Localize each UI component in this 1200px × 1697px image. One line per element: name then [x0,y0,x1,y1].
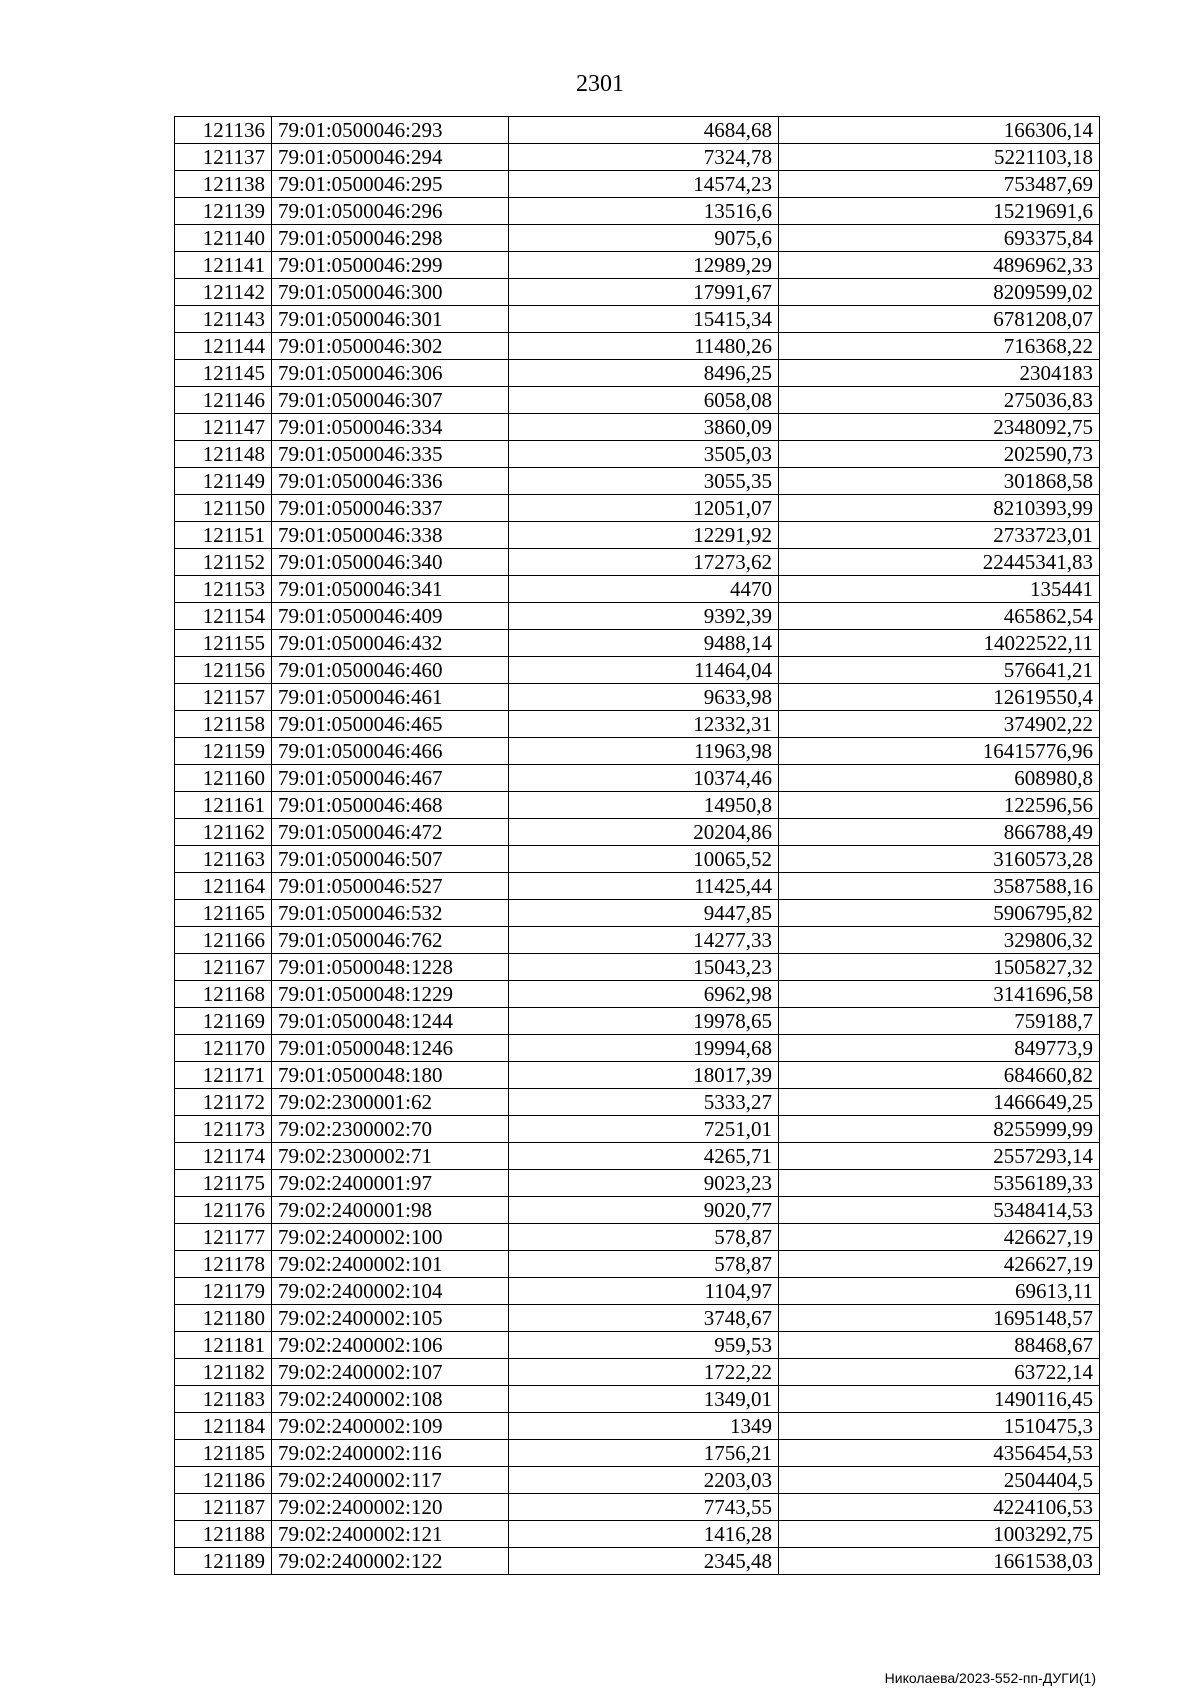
row-number-cell: 121144 [175,333,272,360]
table-row [175,576,1100,603]
cadastral-value-cell: 12619550,4 [779,684,1100,711]
table-row [175,441,1100,468]
table-row [175,1548,1100,1575]
area-cell: 12051,07 [509,495,779,522]
cadastral-value-cell: 684660,82 [779,1062,1100,1089]
row-number-cell: 121167 [175,954,272,981]
table-row [175,1494,1100,1521]
cadastral-value-cell: 22445341,83 [779,549,1100,576]
area-cell: 1756,21 [509,1440,779,1467]
cadastral-number-cell: 79:01:0500046:460 [272,657,509,684]
row-number-cell: 121180 [175,1305,272,1332]
cadastral-number-cell: 79:02:2400001:97 [272,1170,509,1197]
area-cell: 17991,67 [509,279,779,306]
area-cell: 6058,08 [509,387,779,414]
area-cell: 6962,98 [509,981,779,1008]
area-cell: 2203,03 [509,1467,779,1494]
area-cell: 959,53 [509,1332,779,1359]
cadastral-value-cell: 1466649,25 [779,1089,1100,1116]
table-row [175,1116,1100,1143]
cadastral-number-cell: 79:01:0500046:432 [272,630,509,657]
area-cell: 3748,67 [509,1305,779,1332]
area-cell: 15043,23 [509,954,779,981]
row-number-cell: 121185 [175,1440,272,1467]
cadastral-value-cell: 693375,84 [779,225,1100,252]
cadastral-number-cell: 79:02:2400002:117 [272,1467,509,1494]
table-row [175,252,1100,279]
cadastral-value-cell: 4224106,53 [779,1494,1100,1521]
cadastral-number-cell: 79:02:2400002:116 [272,1440,509,1467]
row-number-cell: 121156 [175,657,272,684]
table-row [175,468,1100,495]
cadastral-number-cell: 79:02:2400002:109 [272,1413,509,1440]
row-number-cell: 121153 [175,576,272,603]
cadastral-value-cell: 465862,54 [779,603,1100,630]
row-number-cell: 121163 [175,846,272,873]
area-cell: 9020,77 [509,1197,779,1224]
cadastral-number-cell: 79:01:0500046:298 [272,225,509,252]
area-cell: 1349 [509,1413,779,1440]
area-cell: 3505,03 [509,441,779,468]
cadastral-number-cell: 79:01:0500046:306 [272,360,509,387]
cadastral-value-cell: 275036,83 [779,387,1100,414]
table-row [175,387,1100,414]
cadastral-number-cell: 79:02:2300001:62 [272,1089,509,1116]
table-row [175,549,1100,576]
cadastral-number-cell: 79:01:0500046:337 [272,495,509,522]
area-cell: 1416,28 [509,1521,779,1548]
cadastral-number-cell: 79:01:0500046:293 [272,117,509,144]
area-cell: 9633,98 [509,684,779,711]
area-cell: 1722,22 [509,1359,779,1386]
row-number-cell: 121154 [175,603,272,630]
page-number: 2301 [576,71,624,97]
cadastral-number-cell: 79:02:2400002:105 [272,1305,509,1332]
cadastral-value-cell: 166306,14 [779,117,1100,144]
cadastral-number-cell: 79:02:2400002:121 [272,1521,509,1548]
cadastral-number-cell: 79:01:0500046:299 [272,252,509,279]
cadastral-value-cell: 88468,67 [779,1332,1100,1359]
cadastral-number-cell: 79:01:0500048:1229 [272,981,509,1008]
cadastral-value-cell: 3141696,58 [779,981,1100,1008]
cadastral-number-cell: 79:02:2400002:107 [272,1359,509,1386]
table-row [175,1089,1100,1116]
cadastral-number-cell: 79:01:0500046:301 [272,306,509,333]
row-number-cell: 121165 [175,900,272,927]
row-number-cell: 121143 [175,306,272,333]
cadastral-value-cell: 16415776,96 [779,738,1100,765]
area-cell: 3055,35 [509,468,779,495]
table-row [175,927,1100,954]
table-row [175,225,1100,252]
cadastral-value-cell: 6781208,07 [779,306,1100,333]
cadastral-value-cell: 2348092,75 [779,414,1100,441]
cadastral-number-cell: 79:01:0500046:409 [272,603,509,630]
area-cell: 1349,01 [509,1386,779,1413]
cadastral-number-cell: 79:02:2400002:101 [272,1251,509,1278]
cadastral-number-cell: 79:01:0500046:461 [272,684,509,711]
table-row [175,765,1100,792]
area-cell: 14950,8 [509,792,779,819]
table-row [175,1035,1100,1062]
row-number-cell: 121168 [175,981,272,1008]
area-cell: 5333,27 [509,1089,779,1116]
cadastral-number-cell: 79:01:0500046:507 [272,846,509,873]
area-cell: 1104,97 [509,1278,779,1305]
row-number-cell: 121175 [175,1170,272,1197]
table-row [175,1467,1100,1494]
table-row [175,1278,1100,1305]
cadastral-value-cell: 301868,58 [779,468,1100,495]
table-row [175,954,1100,981]
table-row [175,1062,1100,1089]
area-cell: 4265,71 [509,1143,779,1170]
cadastral-value-cell: 8255999,99 [779,1116,1100,1143]
area-cell: 4684,68 [509,117,779,144]
table-row [175,414,1100,441]
row-number-cell: 121176 [175,1197,272,1224]
area-cell: 17273,62 [509,549,779,576]
area-cell: 11963,98 [509,738,779,765]
table-row [175,1305,1100,1332]
cadastral-value-cell: 608980,8 [779,765,1100,792]
row-number-cell: 121188 [175,1521,272,1548]
row-number-cell: 121189 [175,1548,272,1575]
table-row [175,603,1100,630]
cadastral-value-cell: 329806,32 [779,927,1100,954]
cadastral-number-cell: 79:01:0500048:1228 [272,954,509,981]
cadastral-value-cell: 14022522,11 [779,630,1100,657]
area-cell: 9488,14 [509,630,779,657]
cadastral-value-cell: 3160573,28 [779,846,1100,873]
area-cell: 19994,68 [509,1035,779,1062]
cadastral-value-cell: 1661538,03 [779,1548,1100,1575]
table-row [175,306,1100,333]
table-row [175,657,1100,684]
cadastral-value-cell: 5348414,53 [779,1197,1100,1224]
row-number-cell: 121172 [175,1089,272,1116]
cadastral-value-cell: 426627,19 [779,1251,1100,1278]
row-number-cell: 121162 [175,819,272,846]
area-cell: 7324,78 [509,144,779,171]
cadastral-number-cell: 79:01:0500046:472 [272,819,509,846]
cadastral-value-cell: 576641,21 [779,657,1100,684]
table-row [175,117,1100,144]
area-cell: 12989,29 [509,252,779,279]
cadastral-value-cell: 1003292,75 [779,1521,1100,1548]
cadastral-value-cell: 135441 [779,576,1100,603]
cadastral-number-cell: 79:01:0500046:300 [272,279,509,306]
cadastral-value-cell: 15219691,6 [779,198,1100,225]
row-number-cell: 121161 [175,792,272,819]
table-row [175,1197,1100,1224]
cadastral-number-cell: 79:01:0500046:341 [272,576,509,603]
table-row [175,846,1100,873]
table-row [175,144,1100,171]
cadastral-value-cell: 5221103,18 [779,144,1100,171]
cadastral-number-cell: 79:01:0500046:296 [272,198,509,225]
row-number-cell: 121164 [175,873,272,900]
cadastral-number-cell: 79:01:0500046:467 [272,765,509,792]
area-cell: 9447,85 [509,900,779,927]
table-row [175,981,1100,1008]
area-cell: 19978,65 [509,1008,779,1035]
cadastral-number-cell: 79:01:0500046:468 [272,792,509,819]
area-cell: 8496,25 [509,360,779,387]
row-number-cell: 121148 [175,441,272,468]
row-number-cell: 121173 [175,1116,272,1143]
area-cell: 14574,23 [509,171,779,198]
cadastral-value-cell: 5356189,33 [779,1170,1100,1197]
cadastral-value-cell: 426627,19 [779,1224,1100,1251]
area-cell: 11464,04 [509,657,779,684]
area-cell: 7251,01 [509,1116,779,1143]
row-number-cell: 121139 [175,198,272,225]
row-number-cell: 121160 [175,765,272,792]
cadastral-value-cell: 2304183 [779,360,1100,387]
row-number-cell: 121141 [175,252,272,279]
row-number-cell: 121137 [175,144,272,171]
cadastral-number-cell: 79:02:2400001:98 [272,1197,509,1224]
row-number-cell: 121142 [175,279,272,306]
cadastral-value-cell: 5906795,82 [779,900,1100,927]
row-number-cell: 121184 [175,1413,272,1440]
table-row [175,738,1100,765]
cadastral-value-cell: 374902,22 [779,711,1100,738]
area-cell: 578,87 [509,1224,779,1251]
table-row [175,522,1100,549]
cadastral-number-cell: 79:02:2400002:100 [272,1224,509,1251]
area-cell: 13516,6 [509,198,779,225]
area-cell: 12332,31 [509,711,779,738]
cadastral-value-cell: 8209599,02 [779,279,1100,306]
area-cell: 15415,34 [509,306,779,333]
row-number-cell: 121169 [175,1008,272,1035]
table-body [175,117,1100,1575]
area-cell: 20204,86 [509,819,779,846]
area-cell: 10065,52 [509,846,779,873]
row-number-cell: 121155 [175,630,272,657]
row-number-cell: 121158 [175,711,272,738]
cadastral-number-cell: 79:01:0500046:465 [272,711,509,738]
row-number-cell: 121182 [175,1359,272,1386]
area-cell: 18017,39 [509,1062,779,1089]
row-number-cell: 121170 [175,1035,272,1062]
cadastral-number-cell: 79:01:0500046:340 [272,549,509,576]
cadastral-number-cell: 79:01:0500046:302 [272,333,509,360]
cadastral-value-cell: 2504404,5 [779,1467,1100,1494]
table-row [175,711,1100,738]
area-cell: 11480,26 [509,333,779,360]
table-row [175,630,1100,657]
table-row [175,1521,1100,1548]
cadastral-number-cell: 79:01:0500046:294 [272,144,509,171]
table-row [175,1008,1100,1035]
row-number-cell: 121178 [175,1251,272,1278]
cadastral-value-cell: 849773,9 [779,1035,1100,1062]
cadastral-number-cell: 79:02:2400002:122 [272,1548,509,1575]
cadastral-number-cell: 79:01:0500046:295 [272,171,509,198]
table-row [175,792,1100,819]
row-number-cell: 121152 [175,549,272,576]
row-number-cell: 121171 [175,1062,272,1089]
cadastral-number-cell: 79:01:0500046:527 [272,873,509,900]
row-number-cell: 121181 [175,1332,272,1359]
table-row [175,1440,1100,1467]
table-row [175,1413,1100,1440]
table-row [175,1170,1100,1197]
row-number-cell: 121150 [175,495,272,522]
area-cell: 11425,44 [509,873,779,900]
cadastral-number-cell: 79:01:0500046:532 [272,900,509,927]
row-number-cell: 121145 [175,360,272,387]
cadastral-value-cell: 4896962,33 [779,252,1100,279]
area-cell: 12291,92 [509,522,779,549]
cadastral-number-cell: 79:01:0500048:1244 [272,1008,509,1035]
area-cell: 14277,33 [509,927,779,954]
table-row [175,1386,1100,1413]
cadastral-value-cell: 4356454,53 [779,1440,1100,1467]
cadastral-value-cell: 2733723,01 [779,522,1100,549]
row-number-cell: 121151 [175,522,272,549]
cadastral-number-cell: 79:01:0500046:335 [272,441,509,468]
row-number-cell: 121157 [175,684,272,711]
table-row [175,198,1100,225]
table-row [175,495,1100,522]
cadastral-value-cell: 1695148,57 [779,1305,1100,1332]
cadastral-value-cell: 3587588,16 [779,873,1100,900]
area-cell: 2345,48 [509,1548,779,1575]
cadastral-value-cell: 63722,14 [779,1359,1100,1386]
row-number-cell: 121179 [175,1278,272,1305]
table-row [175,1359,1100,1386]
table-row [175,1251,1100,1278]
cadastral-value-cell: 759188,7 [779,1008,1100,1035]
cadastral-number-cell: 79:01:0500046:334 [272,414,509,441]
cadastral-value-cell: 1490116,45 [779,1386,1100,1413]
cadastral-value-cell: 716368,22 [779,333,1100,360]
cadastral-value-cell: 8210393,99 [779,495,1100,522]
table-row [175,171,1100,198]
table-row [175,684,1100,711]
cadastral-value-cell: 1505827,32 [779,954,1100,981]
row-number-cell: 121177 [175,1224,272,1251]
cadastral-number-cell: 79:02:2400002:120 [272,1494,509,1521]
cadastral-value-cell: 69613,11 [779,1278,1100,1305]
cadastral-value-cell: 1510475,3 [779,1413,1100,1440]
cadastral-number-cell: 79:02:2400002:104 [272,1278,509,1305]
row-number-cell: 121147 [175,414,272,441]
row-number-cell: 121149 [175,468,272,495]
cadastral-number-cell: 79:01:0500048:180 [272,1062,509,1089]
table-row [175,360,1100,387]
cadastral-value-table [174,116,1100,1575]
table-row [175,333,1100,360]
table-row [175,873,1100,900]
cadastral-value-cell: 202590,73 [779,441,1100,468]
row-number-cell: 121140 [175,225,272,252]
area-cell: 9023,23 [509,1170,779,1197]
row-number-cell: 121146 [175,387,272,414]
cadastral-number-cell: 79:02:2400002:106 [272,1332,509,1359]
table-row [175,819,1100,846]
cadastral-number-cell: 79:01:0500046:307 [272,387,509,414]
cadastral-value-cell: 2557293,14 [779,1143,1100,1170]
area-cell: 9392,39 [509,603,779,630]
table-row [175,279,1100,306]
table-row [175,1143,1100,1170]
row-number-cell: 121166 [175,927,272,954]
area-cell: 9075,6 [509,225,779,252]
row-number-cell: 121187 [175,1494,272,1521]
area-cell: 7743,55 [509,1494,779,1521]
area-cell: 3860,09 [509,414,779,441]
cadastral-number-cell: 79:02:2300002:70 [272,1116,509,1143]
row-number-cell: 121183 [175,1386,272,1413]
cadastral-number-cell: 79:01:0500046:762 [272,927,509,954]
row-number-cell: 121174 [175,1143,272,1170]
table-row [175,1224,1100,1251]
cadastral-number-cell: 79:01:0500046:336 [272,468,509,495]
cadastral-number-cell: 79:02:2300002:71 [272,1143,509,1170]
cadastral-number-cell: 79:02:2400002:108 [272,1386,509,1413]
cadastral-value-cell: 753487,69 [779,171,1100,198]
table-row [175,1332,1100,1359]
table-row [175,900,1100,927]
row-number-cell: 121159 [175,738,272,765]
document-footer: Николаева/2023-552-пп-ДУГИ(1) [884,1670,1096,1686]
row-number-cell: 121138 [175,171,272,198]
area-cell: 10374,46 [509,765,779,792]
cadastral-number-cell: 79:01:0500046:466 [272,738,509,765]
area-cell: 4470 [509,576,779,603]
row-number-cell: 121136 [175,117,272,144]
cadastral-number-cell: 79:01:0500046:338 [272,522,509,549]
cadastral-value-cell: 122596,56 [779,792,1100,819]
area-cell: 578,87 [509,1251,779,1278]
cadastral-value-cell: 866788,49 [779,819,1100,846]
cadastral-number-cell: 79:01:0500048:1246 [272,1035,509,1062]
row-number-cell: 121186 [175,1467,272,1494]
